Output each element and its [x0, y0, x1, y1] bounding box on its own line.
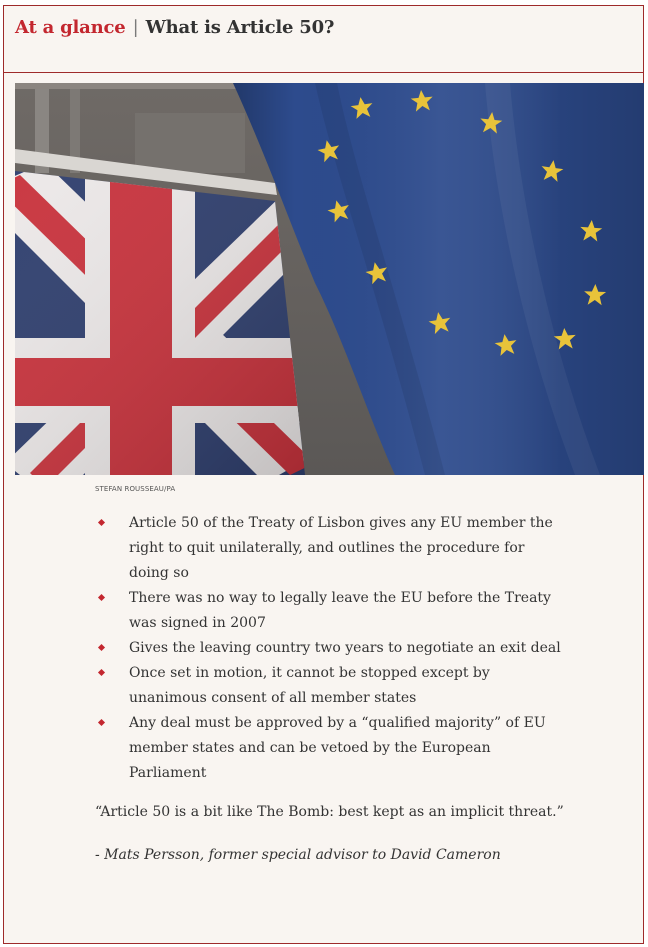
- heading-title: What is Article 50?: [145, 17, 335, 38]
- diamond-bullet-icon: [98, 519, 105, 526]
- pull-quote: “Article 50 is a bit like The Bomb: best kept as an implicit threat.”: [95, 804, 564, 820]
- box-heading: [15, 17, 334, 38]
- list-item: [96, 511, 566, 586]
- key-points-list: [96, 511, 566, 786]
- list-item: [96, 711, 566, 786]
- diamond-bullet-icon: [98, 594, 105, 601]
- list-item-text: Gives the leaving country two years to negotiate an exit deal: [129, 640, 561, 656]
- list-item-text: There was no way to legally leave the EU before the Treaty was signed in 2007: [129, 590, 551, 631]
- flags-photo: [15, 83, 644, 475]
- diamond-bullet-icon: [98, 669, 105, 676]
- list-item-text: Article 50 of the Treaty of Lisbon gives any EU member the right to quit unilaterally, and outlines the procedure for doing so: [129, 515, 553, 581]
- diamond-bullet-icon: [98, 644, 105, 651]
- photo-credit: STEFAN ROUSSEAU/PA: [95, 485, 176, 493]
- kicker-label: At a glance: [15, 17, 126, 38]
- list-item-text: Once set in motion, it cannot be stopped except by unanimous consent of all member states: [129, 665, 490, 706]
- list-item-text: Any deal must be approved by a “qualified majority” of EU member states and can be vetoed by the European Parliament: [129, 715, 546, 781]
- heading-separator: |: [132, 17, 139, 38]
- quote-attribution: - Mats Persson, former special advisor to David Cameron: [95, 847, 501, 863]
- at-a-glance-box: [3, 5, 644, 944]
- diamond-bullet-icon: [98, 719, 105, 726]
- list-item: [96, 661, 566, 711]
- list-item: [96, 586, 566, 636]
- list-item: [96, 636, 566, 661]
- box-header: [4, 6, 643, 73]
